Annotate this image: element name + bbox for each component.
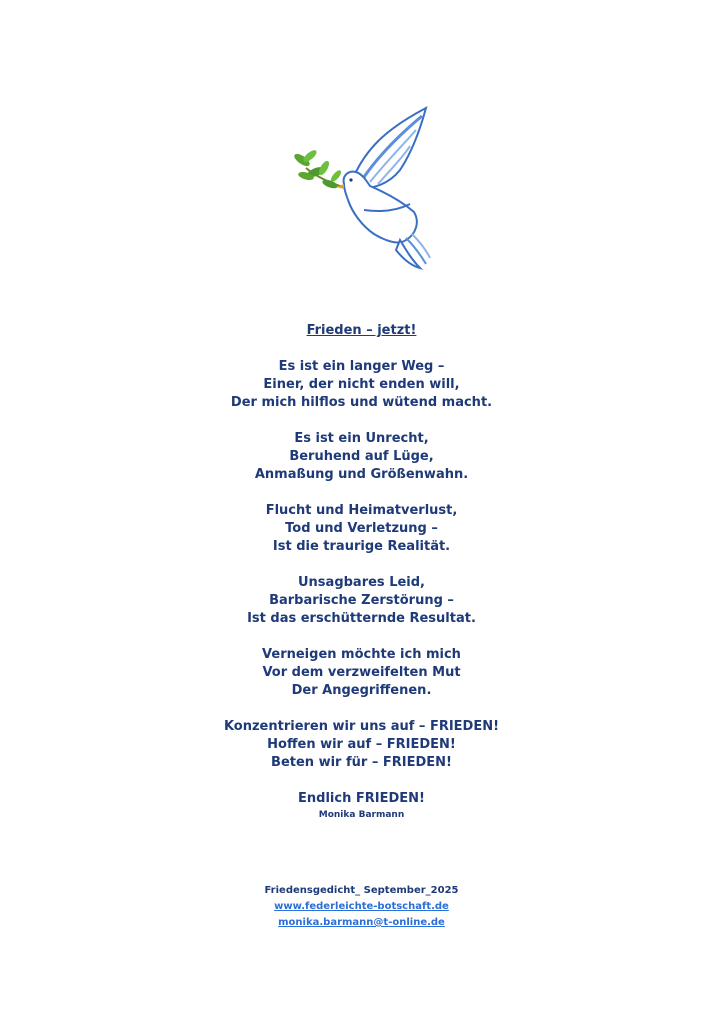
stanza-1 (0, 358, 723, 412)
poem-line: Es ist ein Unrecht, (294, 431, 429, 446)
poem-line: Tod und Verletzung – (285, 521, 438, 536)
poem-closing: Endlich FRIEDEN! (298, 791, 425, 806)
poem (0, 322, 723, 821)
poem-author: Monika Barmann (318, 810, 405, 820)
poem-line: Beruhend auf Lüge, (289, 449, 434, 464)
poem-title: Frieden – jetzt! (306, 323, 417, 338)
stanza-6 (0, 718, 723, 772)
olive-branch (292, 148, 346, 190)
poem-line: Einer, der nicht enden will, (263, 377, 460, 392)
dove-with-olive-branch-icon (288, 100, 438, 272)
poem-line: Anmaßung und Größenwahn. (254, 467, 469, 482)
poem-line: Flucht und Heimatverlust, (265, 503, 458, 518)
poem-line: Es ist ein langer Weg – (278, 359, 445, 374)
poem-line: Vor dem verzweifelten Mut (262, 665, 461, 680)
stanza-3 (0, 502, 723, 556)
poem-line: Verneigen möchte ich mich (262, 647, 461, 662)
email-link[interactable]: monika.barmann@t-online.de (278, 917, 445, 928)
website-link[interactable]: www.federleichte-botschaft.de (274, 901, 449, 912)
stanza-2 (0, 430, 723, 484)
poem-line: Unsagbares Leid, (298, 575, 425, 590)
poem-line: Beten wir für – FRIEDEN! (271, 755, 452, 770)
footer-note: Friedensgedicht_ September_2025 (264, 885, 459, 896)
stanza-4 (0, 574, 723, 628)
poem-line: Konzentrieren wir uns auf – FRIEDEN! (223, 719, 500, 734)
poem-line: Hoffen wir auf – FRIEDEN! (267, 737, 456, 752)
poem-line: Ist das erschütternde Resultat. (247, 611, 476, 626)
poem-line: Der mich hilflos und wütend macht. (230, 395, 493, 410)
poem-line: Ist die traurige Realität. (272, 539, 451, 554)
stanza-5 (0, 646, 723, 700)
footer (0, 883, 723, 931)
dove-tail (396, 240, 420, 268)
poem-line: Barbarische Zerstörung – (269, 593, 454, 608)
poem-line: Der Angegriffenen. (291, 683, 432, 698)
